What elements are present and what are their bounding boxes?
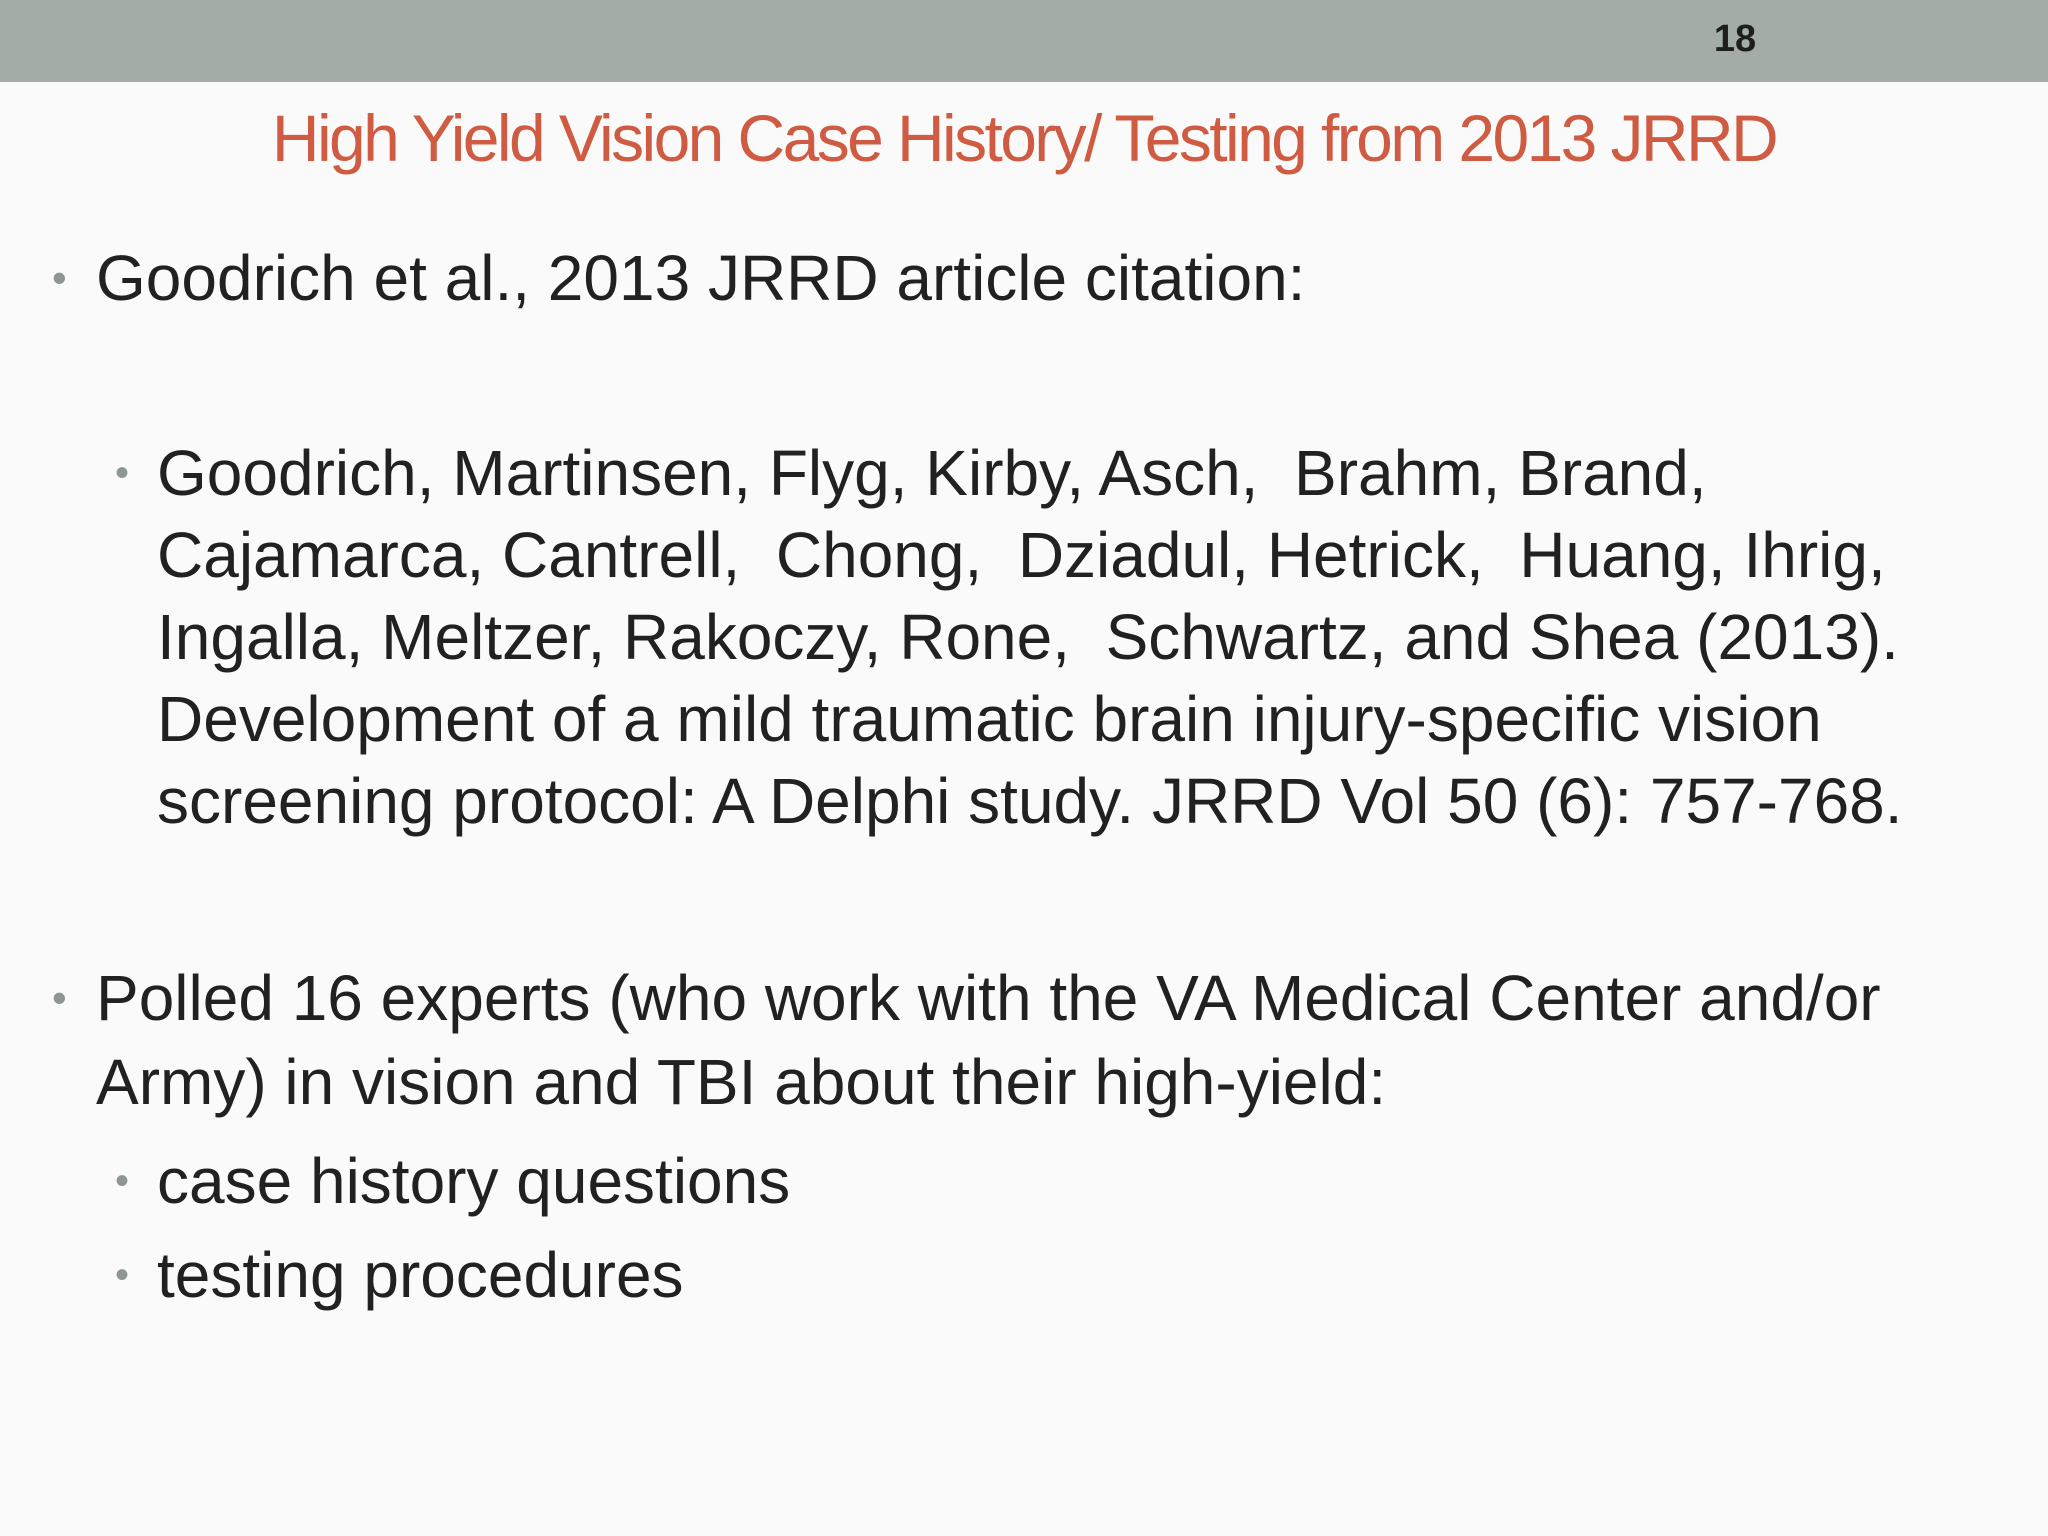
sub-bullet-text: case history questions — [157, 1145, 791, 1217]
sub-bullet-testing — [115, 1234, 2027, 1316]
citation-line: Cajamarca, Cantrell, Chong, Dziadul, Hetrick, Huang, Ihrig, — [157, 519, 1886, 591]
slide-title: High Yield Vision Case History/ Testing from 2013 JRRD — [271, 101, 1777, 175]
citation-reference — [115, 432, 2027, 842]
bullet-line: Army) in vision and TBI about their high-yield: — [96, 1046, 1387, 1118]
citation-line: Goodrich, Martinsen, Flyg, Kirby, Asch, Brahm, Brand, — [157, 437, 1707, 509]
citation-line: Development of a mild traumatic brain injury-specific vision — [157, 683, 1822, 755]
sub-bullet-text: testing procedures — [157, 1239, 684, 1311]
bullet-dot: • — [52, 254, 67, 301]
bullet-line: Polled 16 experts (who work with the VA Medical Center and/or — [96, 962, 1881, 1034]
bullet-polled-experts — [52, 956, 2016, 1124]
citation-line: Ingalla, Meltzer, Rakoczy, Rone, Schwartz, and Shea (2013). — [157, 601, 1899, 673]
bullet-citation-heading — [52, 236, 2016, 320]
slide-number: 18 — [1713, 18, 1757, 60]
bullet-dot: • — [52, 974, 67, 1021]
sub-bullet-dot: • — [115, 1159, 130, 1203]
sub-bullet-dot: • — [115, 1253, 130, 1297]
citation-line: screening protocol: A Delphi study. JRRD Vol 50 (6): 757-768. — [157, 765, 1903, 837]
sub-bullet-dot: • — [115, 451, 130, 495]
sub-bullet-case-history — [115, 1140, 2027, 1222]
bullet-text: Goodrich et al., 2013 JRRD article citation: — [96, 242, 1306, 314]
